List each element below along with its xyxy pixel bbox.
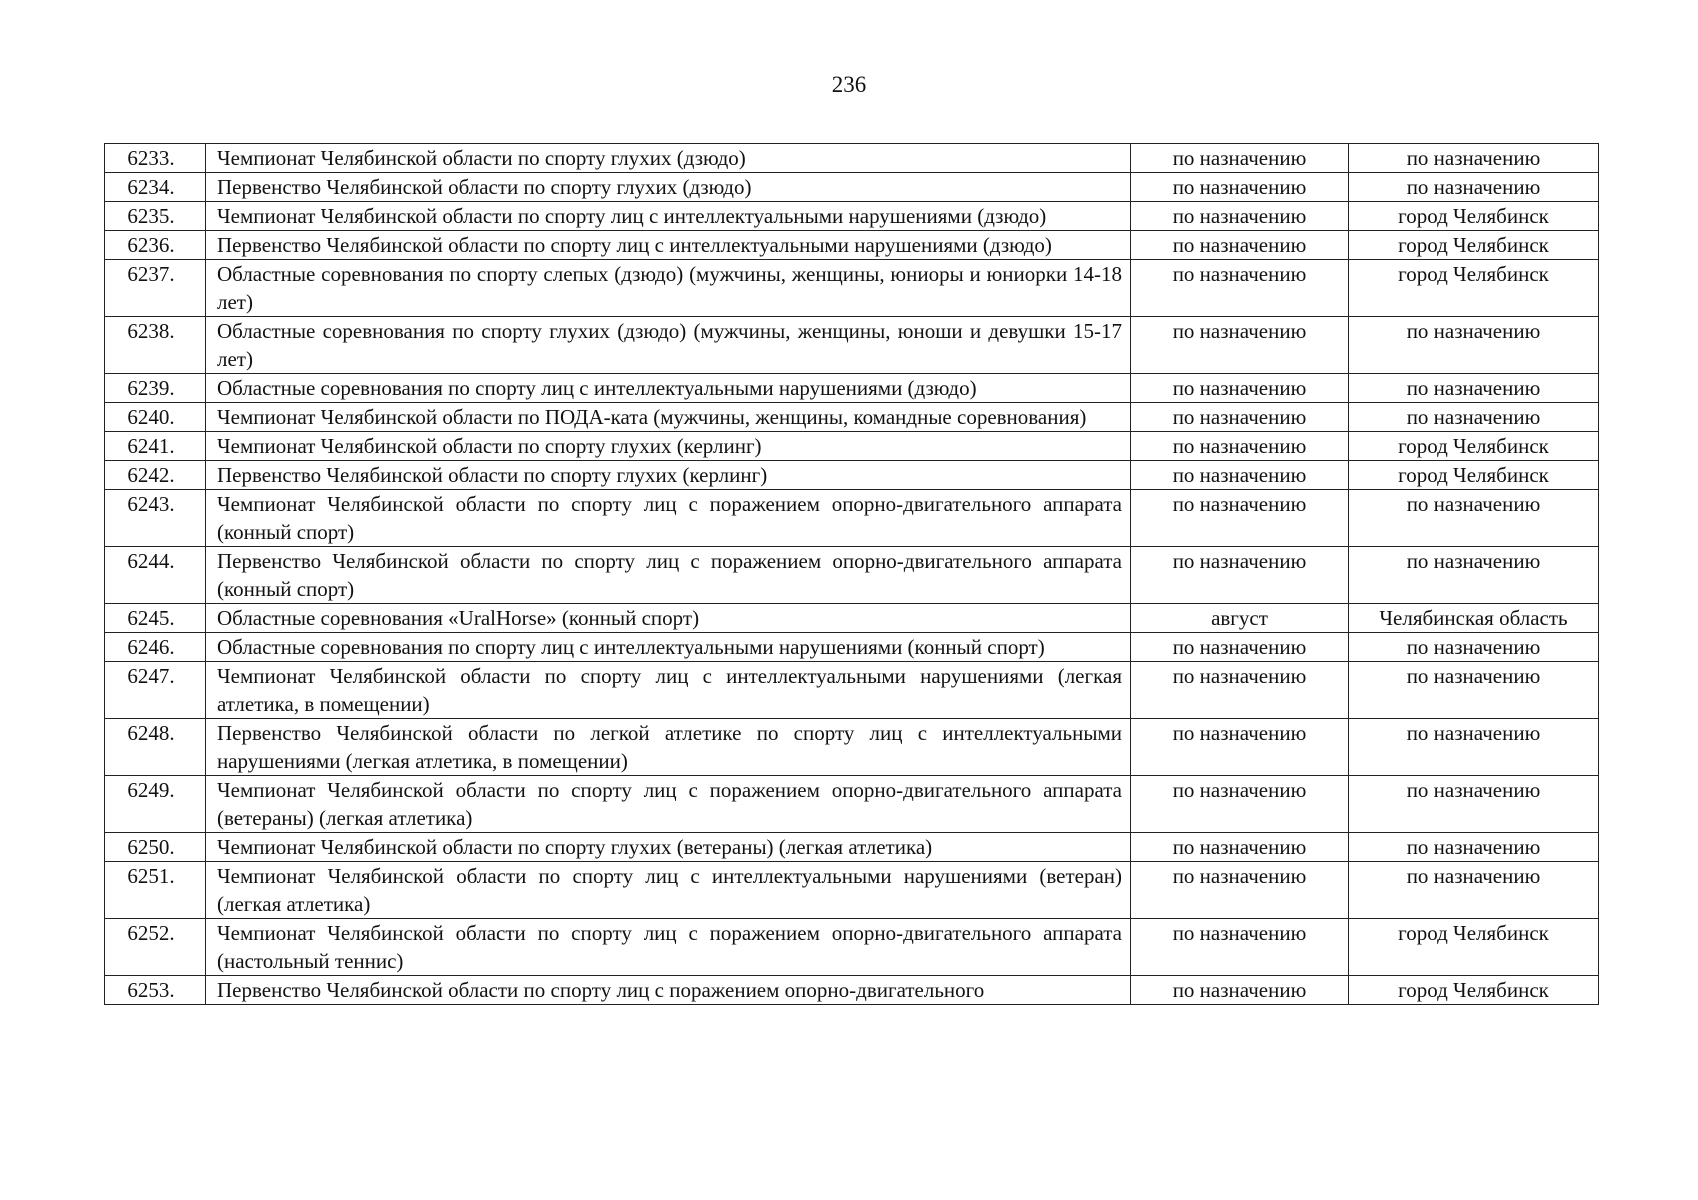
event-date: август [1131,604,1349,633]
event-place: город Челябинск [1349,231,1599,260]
row-number: 6233. [105,144,206,173]
event-name: Чемпионат Челябинской области по спорту лиц с интеллектуальными нарушениями (ветеран) (легкая атлетика) [206,862,1131,919]
event-date: по назначению [1131,862,1349,919]
row-number: 6248. [105,719,206,776]
event-date: по назначению [1131,317,1349,374]
event-place: город Челябинск [1349,202,1599,231]
event-date: по назначению [1131,432,1349,461]
event-place: по назначению [1349,490,1599,547]
table-row [105,403,1599,432]
event-place: Челябинская область [1349,604,1599,633]
event-name: Чемпионат Челябинской области по ПОДА-ката (мужчины, женщины, командные соревнования) [206,403,1131,432]
row-number: 6253. [105,976,206,1005]
row-number: 6244. [105,547,206,604]
event-date: по назначению [1131,833,1349,862]
event-place: город Челябинск [1349,461,1599,490]
event-date: по назначению [1131,547,1349,604]
event-place: по назначению [1349,374,1599,403]
event-name: Чемпионат Челябинской области по спорту лиц с поражением опорно-двигательного аппарата (конный спорт) [206,490,1131,547]
event-name: Чемпионат Челябинской области по спорту глухих (керлинг) [206,432,1131,461]
events-table [104,143,1599,1005]
event-date: по назначению [1131,461,1349,490]
event-name: Первенство Челябинской области по спорту лиц с интеллектуальными нарушениями (дзюдо) [206,231,1131,260]
row-number: 6240. [105,403,206,432]
table-row [105,173,1599,202]
event-date: по назначению [1131,919,1349,976]
event-date: по назначению [1131,719,1349,776]
table-row [105,776,1599,833]
event-name: Областные соревнования по спорту лиц с интеллектуальными нарушениями (дзюдо) [206,374,1131,403]
table-row [105,547,1599,604]
table-row [105,604,1599,633]
event-date: по назначению [1131,231,1349,260]
event-place: по назначению [1349,719,1599,776]
event-place: по назначению [1349,633,1599,662]
row-number: 6250. [105,833,206,862]
event-date: по назначению [1131,490,1349,547]
table-row [105,662,1599,719]
table-row [105,144,1599,173]
table-row [105,490,1599,547]
table-row [105,432,1599,461]
event-name: Областные соревнования по спорту лиц с интеллектуальными нарушениями (конный спорт) [206,633,1131,662]
event-name: Чемпионат Челябинской области по спорту лиц с интеллектуальными нарушениями (дзюдо) [206,202,1131,231]
event-name: Первенство Челябинской области по спорту глухих (дзюдо) [206,173,1131,202]
row-number: 6236. [105,231,206,260]
table-row [105,833,1599,862]
event-name: Первенство Челябинской области по легкой атлетике по спорту лиц с интеллектуальными нарушениями (легкая атлетика, в помещении) [206,719,1131,776]
event-name: Первенство Челябинской области по спорту глухих (керлинг) [206,461,1131,490]
event-place: город Челябинск [1349,919,1599,976]
event-date: по назначению [1131,202,1349,231]
event-name: Чемпионат Челябинской области по спорту лиц с поражением опорно-двигательного аппарата (настольный теннис) [206,919,1131,976]
row-number: 6247. [105,662,206,719]
event-place: город Челябинск [1349,260,1599,317]
event-date: по назначению [1131,776,1349,833]
event-name: Первенство Челябинской области по спорту лиц с поражением опорно-двигательного [206,976,1131,1005]
event-place: город Челябинск [1349,976,1599,1005]
row-number: 6237. [105,260,206,317]
table-row [105,231,1599,260]
event-place: по назначению [1349,403,1599,432]
table-row [105,260,1599,317]
event-place: по назначению [1349,776,1599,833]
row-number: 6245. [105,604,206,633]
row-number: 6252. [105,919,206,976]
event-place: по назначению [1349,547,1599,604]
event-place: по назначению [1349,833,1599,862]
table-row [105,719,1599,776]
event-date: по назначению [1131,403,1349,432]
event-place: город Челябинск [1349,432,1599,461]
event-name: Областные соревнования по спорту слепых (дзюдо) (мужчины, женщины, юниоры и юниорки 14-18 лет) [206,260,1131,317]
event-date: по назначению [1131,374,1349,403]
event-date: по назначению [1131,173,1349,202]
event-date: по назначению [1131,976,1349,1005]
event-name: Первенство Челябинской области по спорту лиц с поражением опорно-двигательного аппарата (конный спорт) [206,547,1131,604]
row-number: 6239. [105,374,206,403]
row-number: 6242. [105,461,206,490]
event-date: по назначению [1131,662,1349,719]
row-number: 6249. [105,776,206,833]
event-name: Областные соревнования по спорту глухих (дзюдо) (мужчины, женщины, юноши и девушки 15-17 лет) [206,317,1131,374]
table-row [105,633,1599,662]
event-place: по назначению [1349,317,1599,374]
event-date: по назначению [1131,633,1349,662]
table-row [105,461,1599,490]
event-name: Областные соревнования «UralHorse» (конный спорт) [206,604,1131,633]
table-row [105,976,1599,1005]
row-number: 6238. [105,317,206,374]
table-row [105,374,1599,403]
page-number: 236 [831,72,867,97]
event-place: по назначению [1349,173,1599,202]
event-name: Чемпионат Челябинской области по спорту глухих (ветераны) (легкая атлетика) [206,833,1131,862]
row-number: 6243. [105,490,206,547]
row-number: 6246. [105,633,206,662]
row-number: 6251. [105,862,206,919]
event-place: по назначению [1349,662,1599,719]
table-row [105,919,1599,976]
row-number: 6241. [105,432,206,461]
event-date: по назначению [1131,144,1349,173]
event-place: по назначению [1349,862,1599,919]
table-row [105,862,1599,919]
row-number: 6234. [105,173,206,202]
table-row [105,202,1599,231]
event-date: по назначению [1131,260,1349,317]
event-name: Чемпионат Челябинской области по спорту лиц с поражением опорно-двигательного аппарата (ветераны) (легкая атлетика) [206,776,1131,833]
event-name: Чемпионат Челябинской области по спорту глухих (дзюдо) [206,144,1131,173]
event-name: Чемпионат Челябинской области по спорту лиц с интеллектуальными нарушениями (легкая атлетика, в помещении) [206,662,1131,719]
event-place: по назначению [1349,144,1599,173]
row-number: 6235. [105,202,206,231]
table-row [105,317,1599,374]
